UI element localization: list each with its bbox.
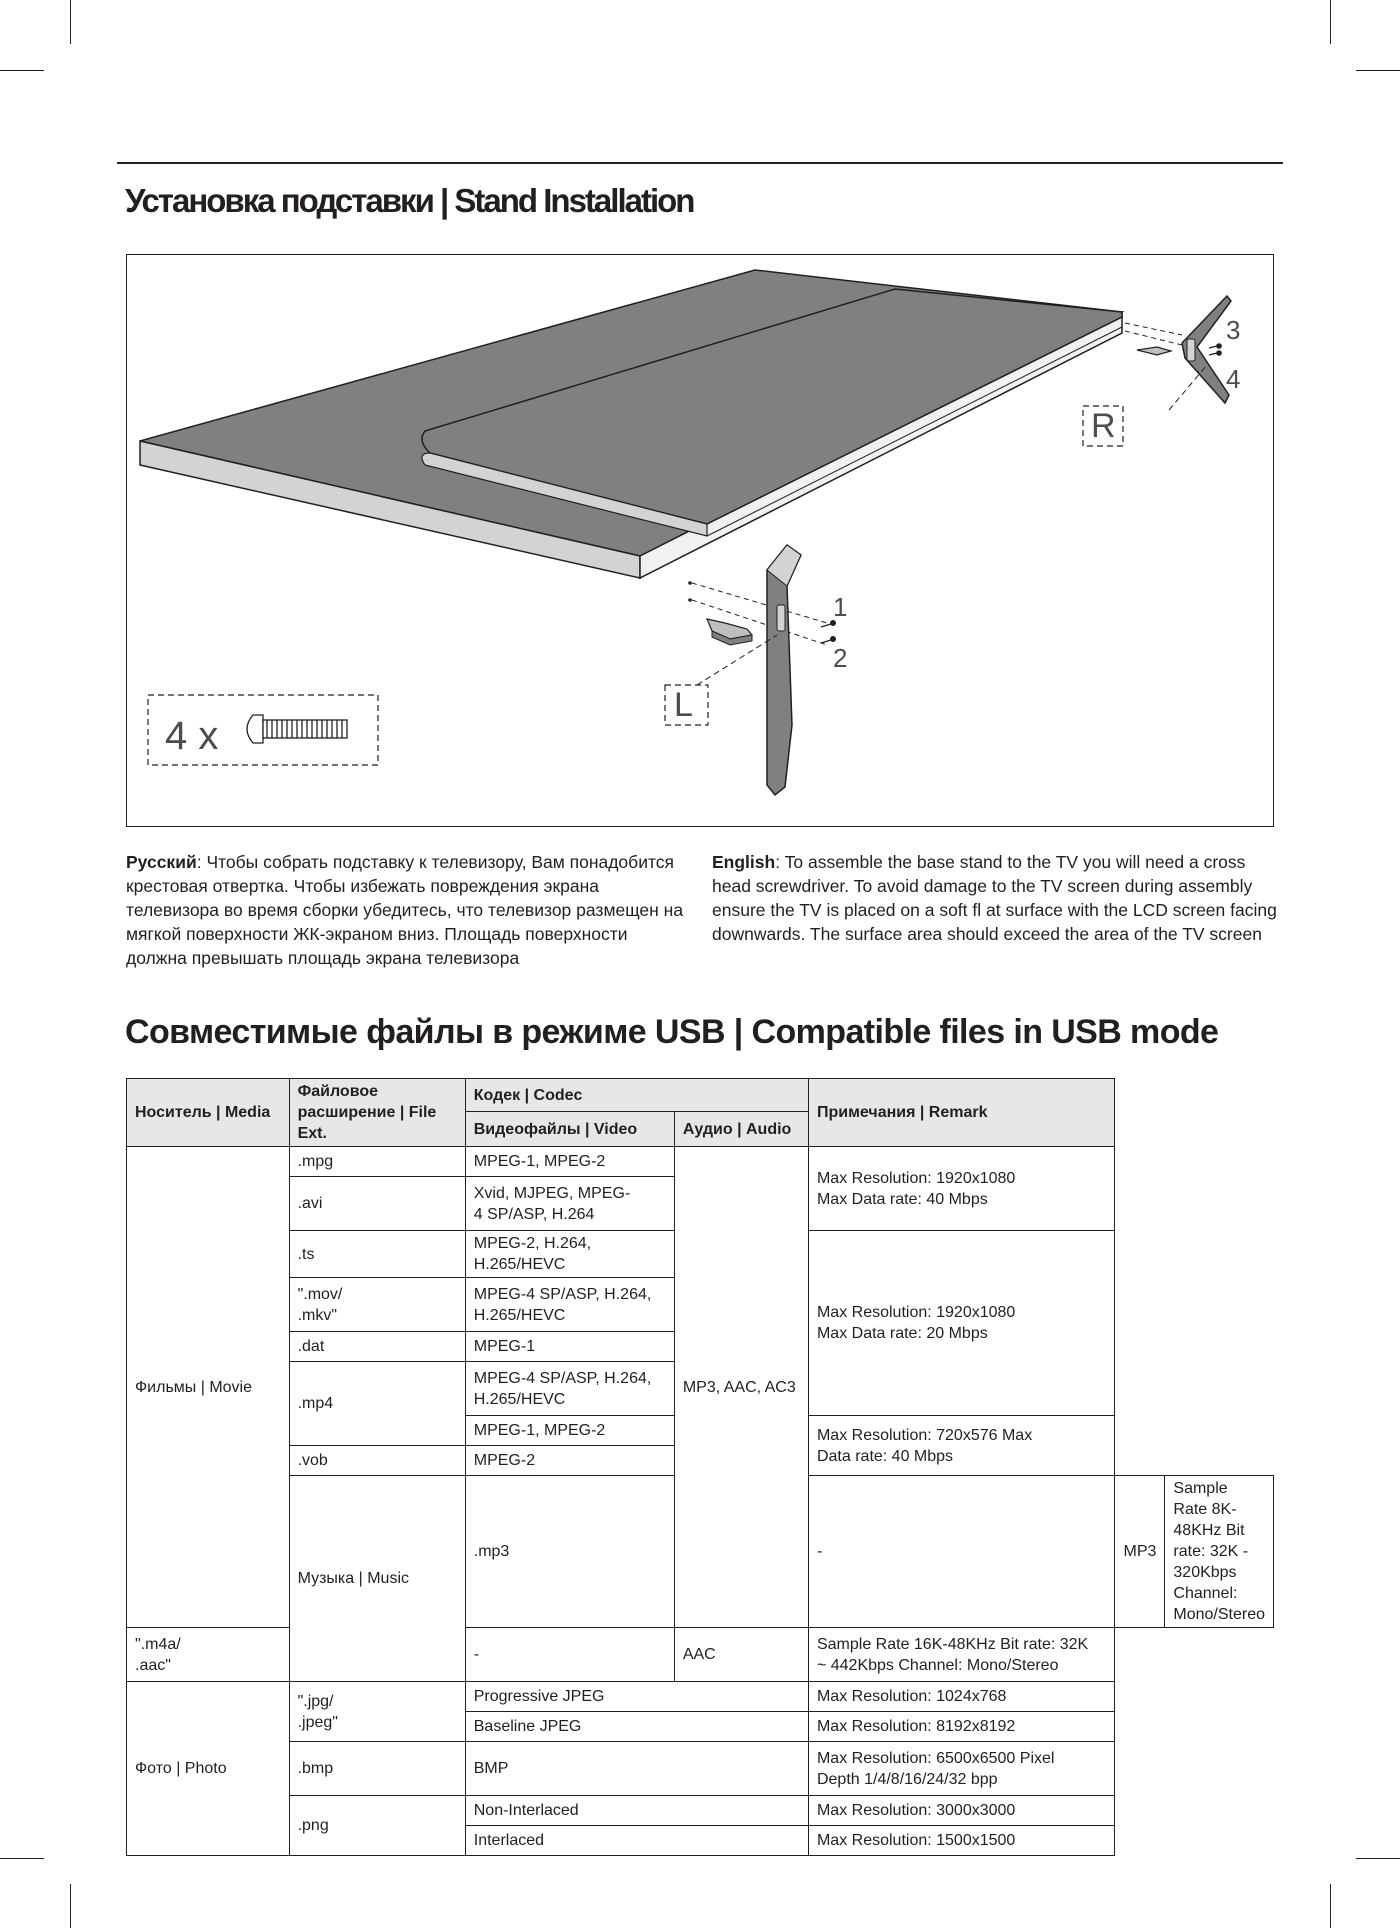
compatible-files-table <box>126 1078 1274 1856</box>
file-ext: .avi <box>289 1177 465 1231</box>
screw-icon <box>821 621 835 643</box>
crop-mark <box>0 1858 44 1859</box>
crop-mark <box>1330 1884 1331 1928</box>
codec: Progressive JPEG <box>465 1682 808 1712</box>
screw-icon <box>1209 344 1221 355</box>
russian-instructions <box>126 850 686 970</box>
tv-stand-illustration <box>127 255 1275 828</box>
table-row <box>127 1742 1274 1796</box>
codec: Non-Interlaced <box>465 1796 808 1826</box>
header-media: Носитель | Media <box>127 1079 290 1147</box>
video-codec: MPEG-1, MPEG-2 <box>465 1147 674 1177</box>
file-ext: .vob <box>289 1446 465 1476</box>
top-rule <box>117 162 1283 164</box>
video-codec: MPEG-4 SP/ASP, H.264, H.265/HEVC <box>465 1362 674 1416</box>
header-codec: Кодек | Codec <box>465 1079 808 1112</box>
remark: Max Resolution: 720x576 Max Data rate: 40 Mbps <box>808 1416 1115 1476</box>
codec: Baseline JPEG <box>465 1712 808 1742</box>
file-ext: .png <box>289 1796 465 1856</box>
callout-number: 2 <box>833 643 848 673</box>
remark: Max Resolution: 1920x1080 Max Data rate: 40 Mbps <box>808 1147 1115 1231</box>
audio-codec: AAC <box>674 1628 808 1682</box>
file-ext: .ts <box>289 1231 465 1278</box>
video-codec: - <box>808 1476 1115 1628</box>
table-row <box>127 1796 1274 1826</box>
stand-installation-title: Установка подставки | Stand Installation <box>125 182 694 219</box>
remark: Max Resolution: 8192x8192 <box>808 1712 1115 1742</box>
remark: Sample Rate 8K-48KHz Bit rate: 32K - 320Kbps Channel: Mono/Stereo <box>1165 1476 1274 1628</box>
video-codec: MPEG-2, H.264, H.265/HEVC <box>465 1231 674 1278</box>
header-video: Видеофайлы | Video <box>465 1112 674 1147</box>
remark: Sample Rate 16K-48KHz Bit rate: 32K ~ 442Kbps Channel: Mono/Stereo <box>808 1628 1115 1682</box>
audio-codec: MP3, AAC, AC3 <box>674 1147 808 1628</box>
header-audio: Аудио | Audio <box>674 1112 808 1147</box>
video-codec: - <box>465 1628 674 1682</box>
codec: BMP <box>465 1742 808 1796</box>
audio-codec: MP3 <box>1115 1476 1165 1628</box>
crop-mark <box>70 1884 71 1928</box>
callout-number: 3 <box>1226 315 1241 345</box>
header-remark: Примечания | Remark <box>808 1079 1115 1147</box>
english-text: : To assemble the base stand to the TV you will need a cross head screwdriver. To avoid damage to the TV screen during assembly ensure the TV is placed on a soft fl at surface with the LCD screen facing downwards. The surface area should exceed the area of the TV screen <box>712 852 1277 944</box>
english-label: English <box>712 852 776 872</box>
remark: Max Resolution: 1024x768 <box>808 1682 1115 1712</box>
video-codec: Xvid, MJPEG, MPEG- 4 SP/ASP, H.264 <box>465 1177 674 1231</box>
remark: Max Resolution: 6500x6500 Pixel Depth 1/4/8/16/24/32 bpp <box>808 1742 1115 1796</box>
file-ext: ".m4a/ .aac" <box>127 1628 290 1682</box>
crop-mark <box>1356 70 1400 71</box>
crop-mark <box>1330 0 1331 44</box>
table-row <box>127 1147 1274 1177</box>
table-header-row <box>127 1079 1274 1112</box>
screw-icon <box>247 715 347 743</box>
file-ext: .mp3 <box>465 1476 674 1628</box>
right-bracket <box>1137 347 1171 355</box>
stand-installation-diagram <box>126 254 1274 827</box>
media-music: Музыка | Music <box>289 1476 465 1682</box>
codec: Interlaced <box>465 1826 808 1856</box>
file-ext: .dat <box>289 1332 465 1362</box>
russian-text: : Чтобы собрать подставку к телевизору, Вам понадобится крестовая отвертка. Чтобы избежать повреждения экрана телевизора во время сборки убедитесь, что телевизор размещен на мягкой поверхности ЖК-экраном вниз. Площадь поверхности должна превышать площадь экрана телевизора <box>126 852 684 968</box>
english-instructions <box>712 850 1277 946</box>
screw-count: 4 x <box>165 714 219 758</box>
file-ext: ".mov/ .mkv" <box>289 1278 465 1332</box>
callout-number: 4 <box>1226 364 1241 394</box>
usb-files-title: Совместимые файлы в режиме USB | Compatible files in USB mode <box>125 1013 1219 1051</box>
file-ext: ".jpg/ .jpeg" <box>289 1682 465 1742</box>
crop-mark <box>0 70 44 71</box>
remark: Max Resolution: 1500x1500 <box>808 1826 1115 1856</box>
video-codec: MPEG-1 <box>465 1332 674 1362</box>
left-side-label: L <box>674 686 693 724</box>
video-codec: MPEG-1, MPEG-2 <box>465 1416 674 1446</box>
media-movie: Фильмы | Movie <box>127 1147 290 1628</box>
right-side-label: R <box>1091 407 1116 445</box>
remark: Max Resolution: 1920x1080 Max Data rate: 20 Mbps <box>808 1231 1115 1416</box>
file-ext: .bmp <box>289 1742 465 1796</box>
media-photo: Фото | Photo <box>127 1682 290 1856</box>
remark: Max Resolution: 3000x3000 <box>808 1796 1115 1826</box>
file-ext: .mp4 <box>289 1362 465 1446</box>
file-ext: .mpg <box>289 1147 465 1177</box>
callout-number: 1 <box>833 592 848 622</box>
video-codec: MPEG-2 <box>465 1446 674 1476</box>
crop-mark <box>70 0 71 44</box>
video-codec: MPEG-4 SP/ASP, H.264, H.265/HEVC <box>465 1278 674 1332</box>
russian-label: Русский <box>126 852 197 872</box>
crop-mark <box>1356 1858 1400 1859</box>
table-row <box>127 1682 1274 1712</box>
header-file-ext: Файловое расширение | File Ext. <box>289 1079 465 1147</box>
